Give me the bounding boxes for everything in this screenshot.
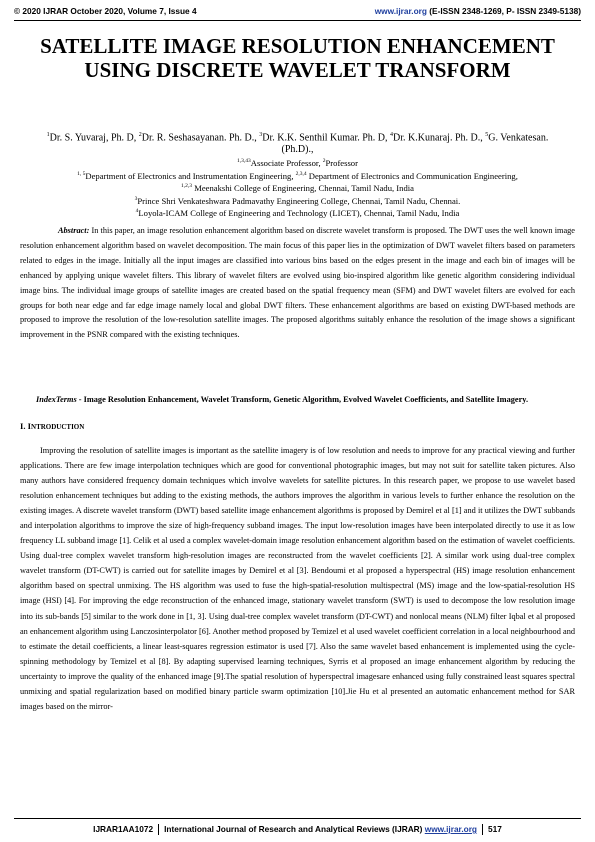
abstract	[20, 224, 575, 343]
footer-divider	[158, 824, 159, 835]
running-footer	[0, 824, 595, 835]
footer-divider	[482, 824, 483, 835]
running-header	[14, 6, 581, 19]
affiliation-line	[20, 181, 575, 194]
section-title-rest: NTRODUCTION	[31, 423, 85, 431]
header-issn: (E-ISSN 2348-1269, P- ISSN 2349-5138)	[429, 6, 581, 16]
affiliation-text: Loyola-ICAM College of Engineering and Technology (LICET), Chennai, Tamil Nadu, India	[138, 208, 460, 219]
author-name: Dr. K.K. Senthil Kumar. Ph. D,	[262, 132, 391, 144]
affiliation-text: Department of Electronics and Communication Engineering,	[306, 170, 518, 181]
affiliation-sup: 3	[134, 195, 138, 202]
author-sup: 3	[259, 132, 263, 138]
designation-sup: 1,3,4	[237, 158, 249, 164]
header-right	[375, 6, 581, 16]
author-name: Dr. R. Seshasayanan. Ph. D.,	[141, 132, 260, 144]
affiliation-line	[20, 194, 575, 207]
affiliation-text: Prince Shri Venkateshwara Padmavathy Engineering College, Chennai, Tamil Nadu, Chennai.	[137, 195, 461, 206]
author-sup: 5	[485, 132, 489, 138]
author-sup: 4	[390, 132, 394, 138]
section-heading	[20, 421, 84, 431]
footer-site-link[interactable]: www.ijrar.org	[424, 824, 478, 834]
affiliation-sup: 2,3,4	[295, 170, 307, 177]
affiliation-line	[20, 169, 575, 182]
affiliation-sup: 1, 5	[77, 170, 86, 177]
index-terms-text: - Image Resolution Enhancement, Wavelet Transform, Genetic Algorithm, Evolved Wavelet Coefficients, and Satellite Imagery.	[76, 395, 529, 404]
designation-text: Professor	[325, 157, 358, 168]
affiliation-sup: 1,2,3	[181, 183, 193, 190]
affiliation-text: Meenakshi College of Engineering, Chennai, Tamil Nadu, India	[192, 182, 414, 193]
author-sup: 2	[138, 132, 142, 138]
designation-sup-extra: 3	[248, 158, 251, 164]
author-name: G. Venkatesan. (Ph.D).,	[281, 132, 549, 156]
author-sup: 1	[46, 132, 50, 138]
footer-paper-id: IJRAR1AA1072	[93, 824, 154, 834]
footer-rule	[14, 818, 581, 819]
affiliation-text: Department of Electronics and Instrumentation Engineering,	[85, 170, 296, 181]
section-initial: I	[27, 421, 32, 431]
body-paragraph: Improving the resolution of satellite images is important as the satellite imagery is of low resolution and needs to improve for any practical viewing and further applications. There are few image interpolation techniques which are good for conventional photographic images, but may not suit for satellite taken pictures. Also many authors have considered frequency domain techniques which involve wavelets for satellite pictures. In this research paper, we propose to use wavelet based resolution enhancement techniques but adding to the existing methods, the authors improves the algorithm in various levels to further enhance the resolution on the existing images. A discrete wavelet transform (DWT) based satellite image enhancement algorithms is proposed by Demirel et al [1] and it utilizes the DWT subbands and interpolation algorithms to improve the size of high-frequency subband images. The input low-resolution images have been interpolated directly to use it as low frequency LL subband image [1]. Celik et al used a complex wavelet-domain image resolution enhancement algorithm based on the estimation of wavelet coefficients. Using dual-tree complex wavelet transform high-resolution images are reconstructed from the wavelet coefficients [2]. A similar work using dual-tree complex wavelet transform (DT-CWT) is carried out for satellite images by Demirel et al [3]. Bendoumi et al proposed a hyperspectral (HS) image resolution enhancement algorithm based on spectral unmixing. The HS algorithm was used to fuse the high-spatial-resolution multispectral (MS) image and the low-spatial-resolution HS image (HSI) [4]. For improving the edge reconstruction of the enhanced image, stationary wavelet transform (SWT) is used to decompose the low resolution image into its sub-bands [5] similar to the work done in [1, 3]. Using dual-tree complex wavelet transform (DT-CWT) and nonlocal means (NLM) filter Iqbal et al proposed an enhancement algorithm using Lanczosinterpolator [6]. Another method proposed by Temizel et al used wavelet coefficient correlation in a local neighbourhood and to estimate the detail coefficients, a linear least-squares regression estimator is used [7]. Also the same wavelet based enhancement is implemented using the cycle-spinning methodology by Temizel et al [8]. By adapting supervised learning techniques, Syrris et al proposed an image enhancement algorithm by reducing the uncertainty to improve the quality of the enhanced image [9].The spatial resolution of hyperspectral imagesare enhanced using fully constrained least squares spectral unmixing and spatial regularization based on modified binary particle swarm optimization [10].Jie Hu et al presented an automatic enhancement method for SAR images based on the mirror-	[20, 446, 575, 711]
abstract-label: Abstract:	[58, 226, 90, 235]
index-terms	[20, 395, 575, 406]
section-number: I.	[20, 421, 28, 431]
author-name: Dr. S. Yuvaraj, Ph. D,	[49, 132, 139, 144]
author-name: Dr. K.Kunaraj. Ph. D.,	[393, 132, 486, 144]
affiliation-sup: 4	[135, 208, 139, 215]
index-terms-label: IndexTerms	[36, 395, 77, 404]
affiliations	[20, 156, 575, 219]
header-rule	[14, 20, 581, 21]
designation-text: Associate Professor,	[250, 157, 323, 168]
author-list	[40, 129, 555, 156]
abstract-text: In this paper, an image resolution enhancement algorithm based on discrete wavelet transform is proposed. The DWT uses the well known image resolution enhancement algorithm based on wavelet decomposition. The main focus of this paper lies in the optimization of DWT wavelet filters based on parameters related to edges in the image. Initially all the input images are classified into various bins based on the edges present in the image and each bin of images will be enhanced by applying unique wavelet filters. This library of wavelet filters are evolved using bio-inspired algorithm like genetic algorithm considering individual image bins. The individual image groups of satellite images are created based on the spatial frequency mean (SFM) and DWT wavelet filters are evolved for each groups for both near edge and far edge image namely local and global DWT filters. These enhancement algorithms are based on existing DWT-based methods are proposed to improve the resolution of the low-resolution satellite images. The proposed algorithms suitably enhance the resolution of the image shows a significant improvement in the PSNR compared with the existing techniques.	[20, 226, 575, 340]
designation-sup: 2	[322, 158, 326, 164]
footer-page-number: 517	[488, 824, 502, 834]
paper-title: SATELLITE IMAGE RESOLUTION ENHANCEMENT USING DISCRETE WAVELET TRANSFORM	[40, 34, 555, 82]
footer-journal: International Journal of Research and Analytical Reviews (IJRAR)	[164, 824, 425, 834]
header-copyright: © 2020 IJRAR October 2020, Volume 7, Issue 4	[14, 6, 197, 16]
affiliation-line	[20, 206, 575, 219]
designation-line	[20, 156, 575, 169]
header-site-link[interactable]: www.ijrar.org	[374, 6, 427, 16]
